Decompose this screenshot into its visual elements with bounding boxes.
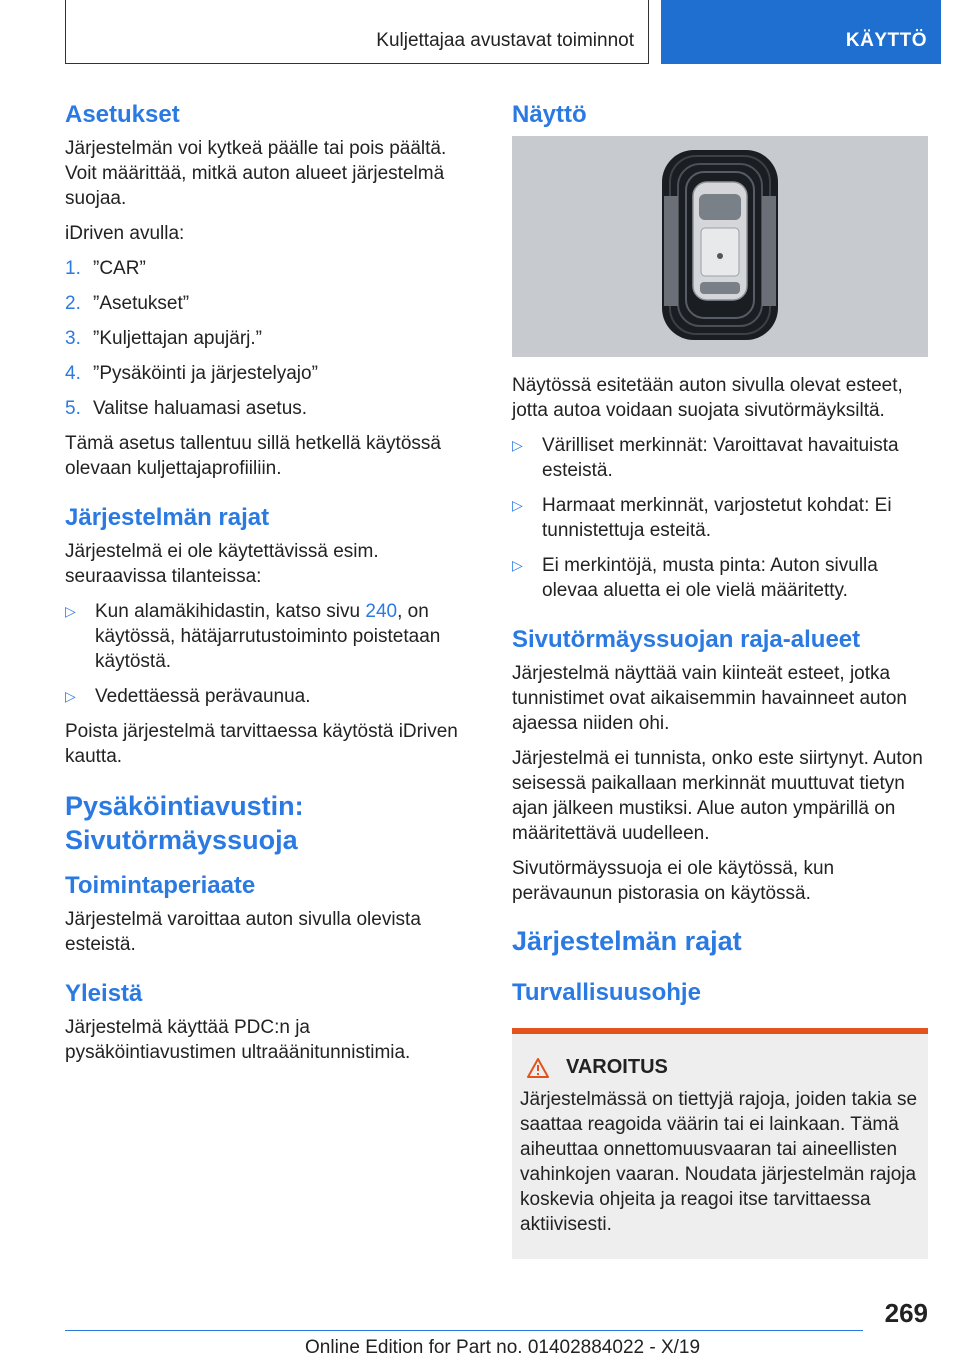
list-item: 1. ”CAR” [65, 258, 146, 279]
footer-divider [65, 1330, 863, 1331]
header-chapter-tab [661, 0, 941, 64]
general-heading: Yleistä [65, 980, 143, 1007]
settings-heading: Asetukset [65, 101, 180, 128]
triangle-bullet-icon: ▷ [65, 688, 76, 704]
side-protection-display-image [512, 136, 928, 357]
list-item: 3. ”Kuljettajan apujärj.” [65, 328, 262, 349]
limits-disable-note: Poista järjestelmä tarvittaessa käytöstä iDriven kautta. [65, 721, 458, 767]
warning-text: Järjestelmässä on tiettyjä rajoja, joiden takia se saattaa reagoida väärin tai ei lainkaan. Tämä aiheuttaa onnettomuusvaaran tai aineellisten vahinkojen vaaran. Noudata järjestelmän rajoja koskevia ohjeita ja reagoi itse tarvittaessa aktiivisesti. [520, 1089, 918, 1235]
display-heading: Näyttö [512, 101, 587, 128]
boundaries-p3: Sivutörmäyssuoja ei ole käytössä, kun perävaunun pistorasia on käytössä. [512, 858, 835, 904]
list-item: 4. ”Pysäköinti ja järjestelyajo” [65, 363, 318, 384]
right-column [512, 100, 928, 1259]
list-item: ▷ Vedettäessä perävaunua. [65, 686, 311, 707]
warning-triangle-icon [526, 1057, 550, 1079]
settings-steps [65, 256, 480, 421]
warning-box [512, 1028, 928, 1259]
limits-list [65, 599, 480, 709]
main-heading: Pysäköintiavustin: Sivutörmäyssuoja [65, 791, 304, 855]
page-link[interactable]: 240 [365, 601, 398, 622]
page-number: 269 [884, 1298, 928, 1328]
list-item: ▷ Värilliset merkinnät: Varoittavat havaituista esteistä. [512, 435, 899, 481]
principle-heading: Toimintaperiaate [65, 872, 256, 899]
display-legend-list [512, 433, 928, 603]
header-chapter-label: KÄYTTÖ [845, 30, 927, 51]
safety-heading: Turvallisuusohje [512, 979, 701, 1006]
warning-title: VAROITUS [566, 1056, 668, 1078]
general-text: Järjestelmä käyttää PDC:n ja pysäköintiavustimen ultraäänitunnistimia. [65, 1017, 411, 1063]
triangle-bullet-icon: ▷ [512, 497, 523, 513]
boundaries-p1: Järjestelmä näyttää vain kiinteät esteet, jotka tunnistimet ovat aikaisemmin havainneet auton ajaessa niiden ohi. [512, 663, 908, 734]
list-item: ▷ Ei merkintöjä, musta pinta: Auton sivulla olevaa aluetta ei ole vielä määritetty. [512, 555, 878, 601]
list-item: 2. ”Asetukset” [65, 293, 190, 314]
triangle-bullet-icon: ▷ [512, 437, 523, 453]
left-column [65, 100, 480, 1075]
settings-intro: Järjestelmän voi kytkeä päälle tai pois päältä. Voit määrittää, mitkä auton alueet järjestelmä suojaa. [65, 138, 447, 209]
triangle-bullet-icon: ▷ [65, 603, 76, 619]
settings-idrive-label: iDriven avulla: [65, 223, 185, 244]
boundaries-heading: Sivutörmäyssuojan raja-alueet [512, 626, 861, 653]
footer-edition: Online Edition for Part no. 01402884022 - X/19 [305, 1337, 701, 1358]
list-item: 5. Valitse haluamasi asetus. [65, 398, 308, 419]
car-top-view-illustration [512, 136, 928, 357]
boundaries-p2: Järjestelmä ei tunnista, onko este siirtynyt. Auton seisessä paikallaan merkinnät muuttuvat tietyn ajan jälkeen mustiksi. Alue auton ympärillä on määritettävä uudelleen. [512, 748, 923, 844]
list-item: ▷ Harmaat merkinnät, varjostetut kohdat: Ei tunnistettuja esteitä. [512, 495, 892, 541]
settings-profile-note: Tämä asetus tallentuu sillä hetkellä käytössä olevaan kuljettajaprofiiliin. [65, 433, 441, 479]
principle-text: Järjestelmä varoittaa auton sivulla olevista esteistä. [65, 909, 421, 955]
right-limits-heading: Järjestelmän rajat [512, 926, 742, 956]
display-intro: Näytössä esitetään auton sivulla olevat esteet, jotta autoa voidaan suojata sivutörmäyksiltä. [512, 375, 903, 421]
list-item: ▷ Kun alamäkihidastin, katso sivu 240, on käytössä, hätäjarrutustoiminto poistetaan käytöstä. [65, 601, 441, 672]
header-section-box [65, 0, 649, 64]
limits-heading: Järjestelmän rajat [65, 504, 270, 531]
limits-intro: Järjestelmä ei ole käytettävissä esim. seuraavissa tilanteissa: [65, 541, 379, 587]
header-section-title: Kuljettajaa avustavat toiminnot [376, 30, 634, 51]
triangle-bullet-icon: ▷ [512, 557, 523, 573]
